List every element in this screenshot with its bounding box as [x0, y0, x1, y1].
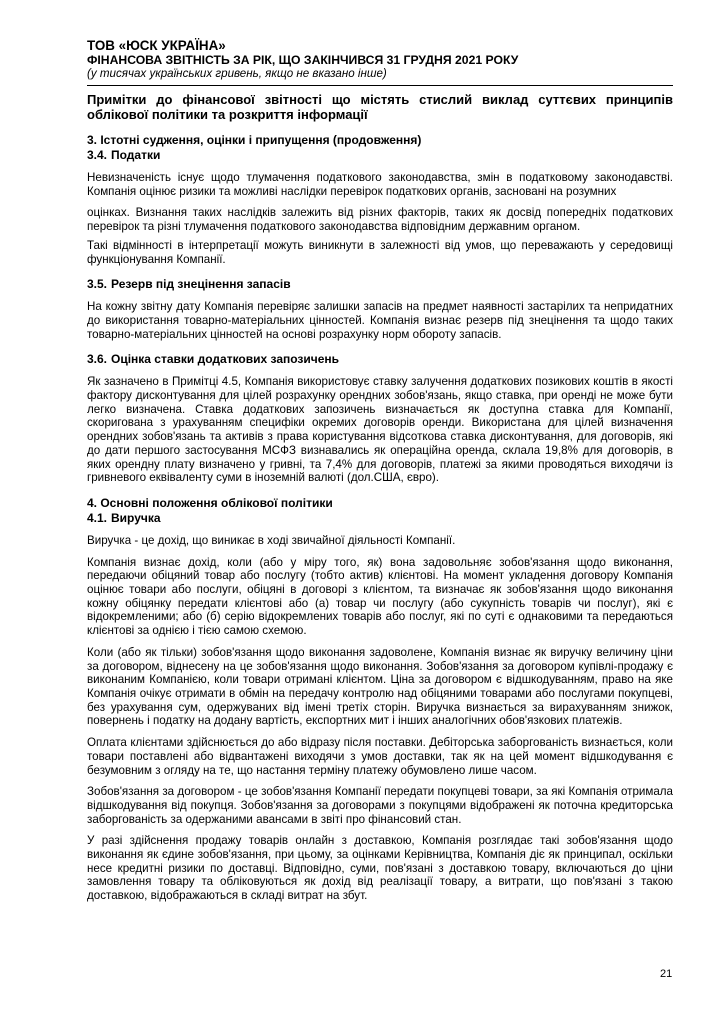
report-title: ФІНАНСОВА ЗВІТНІСТЬ ЗА РІК, ЩО ЗАКІНЧИВСЯ 31 ГРУДНЯ 2021 РОКУ: [87, 53, 519, 67]
document-page: [87, 38, 673, 903]
notes-title: Примітки до фінансової звітності що містять стислий виклад суттєвих принципів облікової політики та розкриття інформації: [87, 92, 673, 122]
section-4-title: 4. Основні положення облікової політики: [87, 495, 333, 510]
subsection-label: Оцінка ставки додаткових запозичень: [111, 352, 340, 367]
paragraph: Коли (або як тільки) зобов'язання щодо виконання задоволене, Компанія визнає як виручку величину ціни за договором, віднесену на це зобов'язання щодо виконання. Зобов'язання за договором купівлі-продажу є виконаним Компанією, коли товари отримані клієнтом. Ціна за договором є відшкодуванням, право на яке Компанія очікує отримати в обмін на передачу контролю над обіцяними товарами або послугами покупцеві, без урахування сум, одержуваних від імені третіх сторін. Виручка визнається за вирахуванням знижок, повернень і податку на додану вартість, експортних мит і інших аналогічних обов'язкових платежів.: [87, 645, 673, 728]
paragraph: У разі здійснення продажу товарів онлайн з доставкою, Компанія розглядає такі зобов'язання щодо виконання як єдине зобов'язання, при цьому, за оцінками Керівництва, Компанія діє як принципал, оскільки несе кредитні ризики по доставці. Відповідно, суми, пов'язані з доставкою товару, включаються до ціни замовлення товару та обліковуються як дохід від реалізації товару, а витрати, що пов'язані з такою доставкою, відображаються в складі витрат на збут.: [87, 834, 673, 903]
subsection-label: Виручка: [111, 510, 161, 525]
subsection-4-1-title: [87, 511, 673, 526]
subsection-3-6-title: [87, 352, 673, 367]
paragraph: Зобов'язання за договором - це зобов'язання Компанії передати покупцеві товари, за які Компанія отримала відшкодування від покупця. Зобов'язання за договорами з покупцями відображені як поточна кредиторська заборгованість за одержаними авансами в звіті про фінансовий стан.: [87, 785, 673, 826]
subsection-number: 4.1.: [87, 510, 108, 525]
company-name: ТОВ «ЮСК УКРАЇНА»: [87, 38, 226, 53]
paragraph: Виручка - це дохід, що виникає в ході звичайної діяльності Компанії.: [87, 533, 456, 547]
paragraph: оцінках. Визнання таких наслідків залежить від різних факторів, таких як досвід попередніх податкових перевірок та різні тлумачення податкового законодавства відповідним державним органом.: [87, 206, 673, 234]
subsection-label: Резерв під знецінення запасів: [111, 277, 291, 292]
paragraph: Як зазначено в Примітці 4.5, Компанія використовує ставку залучення додаткових позикових коштів в якості фактору дисконтування для цілей розрахунку орендних зобов'язань, якщо ставка, при оренді не може бути легко визначена. Ставка додаткових запозичень визначається як доступна ставка для Компанії, скоригована з урахуванням специфіки окремих договорів оренди. Використана для цілей визначення орендних зобов'язань та активів з права користування відсоткова ставка дисконтування, для договорів, які до дати першого застосування МСФЗ визнавались як операційна оренда, склала 19,8% для договорів, в яких орендну плату визначено у гривні, та 7,4% для договорів, платежі за якими проводяться виходячи із гривневого еквіваленту суми в іноземній валюті (дол.США, євро).: [87, 375, 673, 485]
section-3-title: 3. Істотні судження, оцінки і припущення (продовження): [87, 133, 422, 147]
subsection-3-5-title: [87, 277, 673, 292]
paragraph: Оплата клієнтами здійснюється до або відразу після поставки. Дебіторська заборгованість визнається, коли товари поставлені або відвантажені виходячи з умов доставки, так як на цей момент відшкодування є безумовним з огляду на те, що настання терміну платежу обумовлено лише часом.: [87, 736, 673, 777]
header-rule: [87, 85, 673, 86]
subsection-number: 3.4.: [87, 148, 108, 162]
paragraph: Невизначеність існує щодо тлумачення податкового законодавства, змін в податковому законодавстві. Компанія оцінює ризики та можливі наслідки перевірок податкових органів, засновані на розумних: [87, 171, 673, 198]
subsection-label: Податки: [111, 148, 161, 162]
subsection-3-4-title: [87, 148, 673, 163]
page-number: 21: [660, 968, 673, 980]
units-note: (у тисячах українських гривень, якщо не вказано інше): [87, 67, 387, 80]
paragraph: Такі відмінності в інтерпретації можуть виникнути в залежності від умов, що переважають у середовищі функціонування Компанії.: [87, 238, 673, 266]
paragraph: Компанія визнає дохід, коли (або у міру того, як) вона задовольняє зобов'язання щодо виконання, передаючи обіцяний товар або послугу (тобто актив) клієнтові. На момент укладення договору Компанія оцінює товари або послуги, обіцяні в договорі з клієнтом, та визначає як зобов'язання щодо виконання кожну обіцянку передати клієнтові або (а) товар чи послугу (або сукупність товарів чи послуг), які є відокремленими; або (б) серію відокремлених товарів або послуг, які по суті є однаковими та передаються клієнтові за однією і тією самою схемою.: [87, 555, 673, 638]
subsection-number: 3.5.: [87, 277, 108, 292]
paragraph: На кожну звітну дату Компанія перевіряє залишки запасів на предмет наявності застарілих та непридатних до використання товарно-матеріальних цінностей. Компанія визнає резерв під знецінення та щодо таких товарно-матеріальних цінностей на основі розрахунку норм обороту запасів.: [87, 300, 673, 341]
subsection-number: 3.6.: [87, 352, 108, 367]
